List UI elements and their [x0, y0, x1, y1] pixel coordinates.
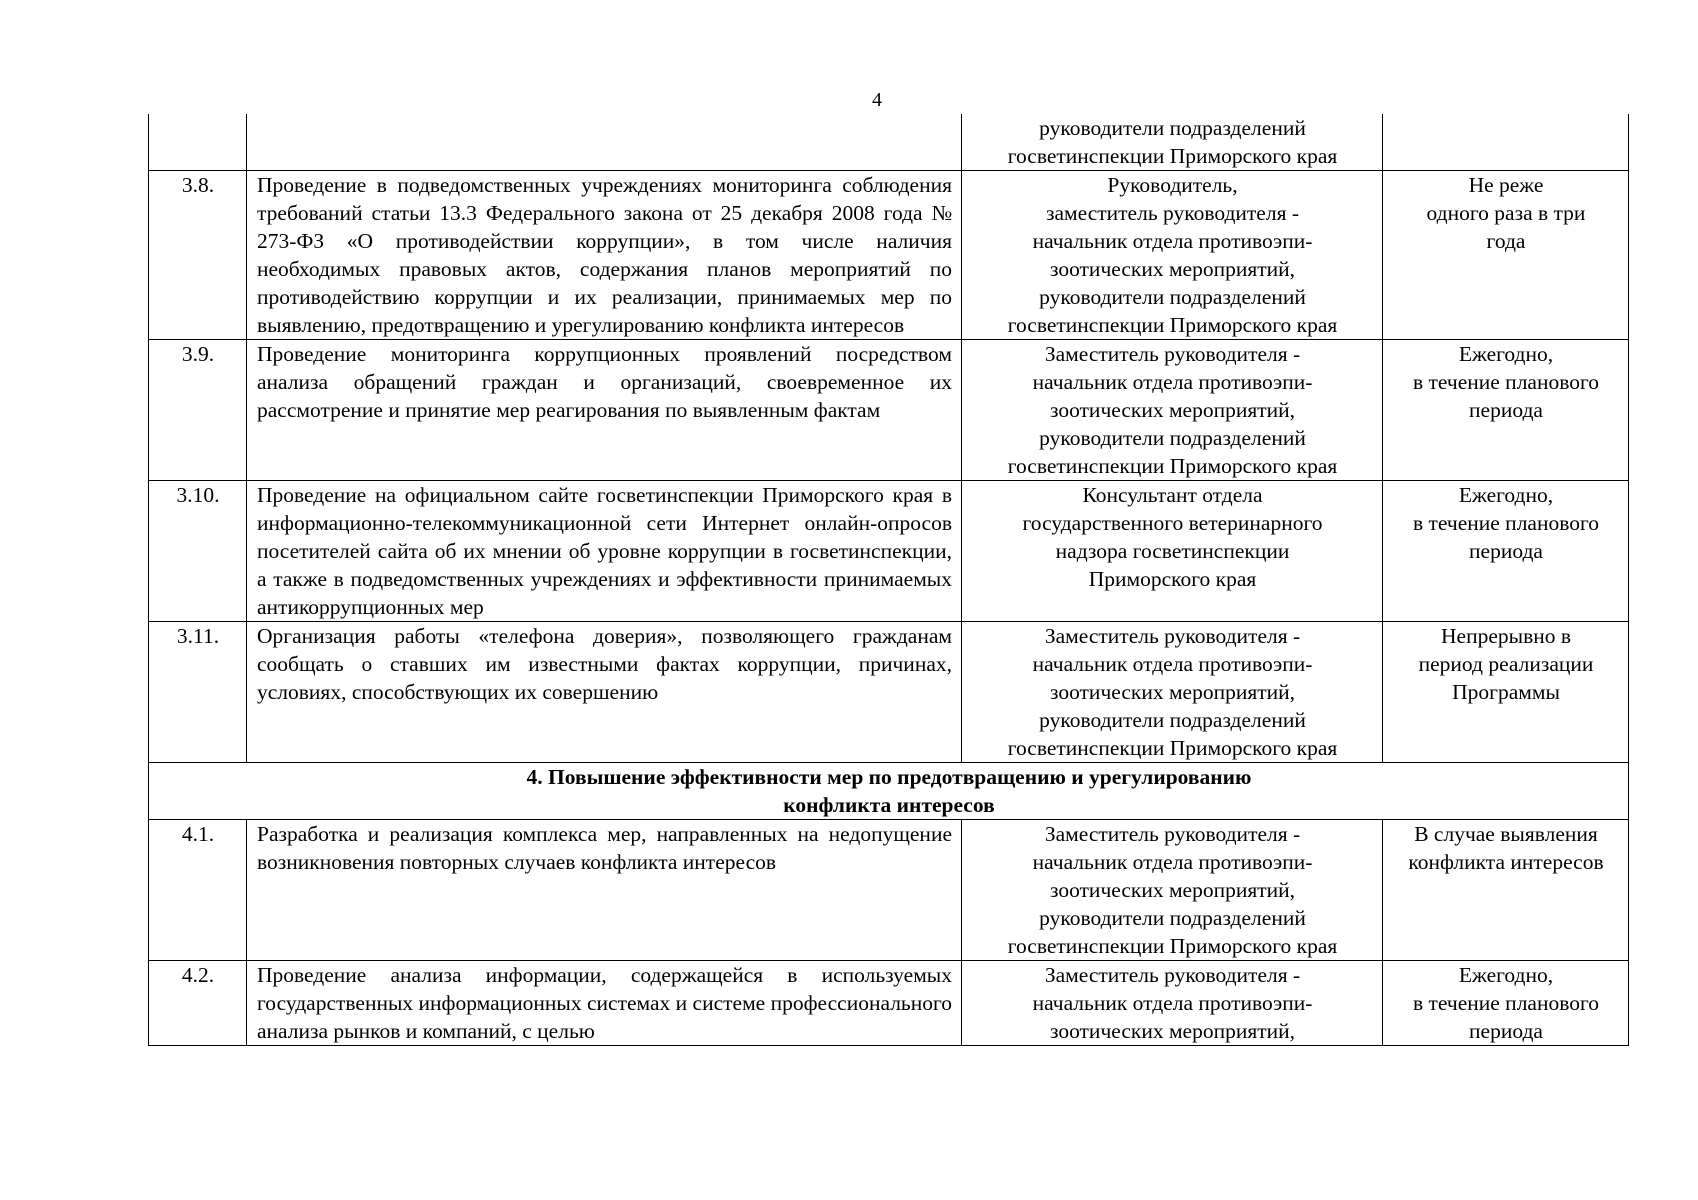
responsible-line: государственного ветеринарного: [1022, 511, 1323, 535]
section-title: [149, 763, 1629, 820]
responsible-line: надзора госветинспекции: [1055, 539, 1290, 563]
responsible-cell: [962, 622, 1383, 763]
responsible-cell: [962, 114, 1383, 171]
term-cell: [1383, 114, 1629, 171]
responsible-line: госветинспекции Приморского края: [1007, 144, 1338, 168]
activity-cell: [247, 114, 962, 171]
responsible-line: госветинспекции Приморского края: [1007, 934, 1338, 958]
row-number: 3.11.: [149, 622, 247, 763]
table-row: [149, 340, 1629, 481]
responsible-cell: [962, 481, 1383, 622]
responsible-line: Заместитель руководителя -: [1044, 624, 1301, 648]
responsible-line: начальник отдела противоэпи-: [1032, 850, 1313, 874]
table-row: [149, 114, 1629, 171]
term-line: Ежегодно,: [1458, 342, 1554, 366]
term-cell: [1383, 961, 1629, 1046]
row-number: 3.10.: [149, 481, 247, 622]
row-number: 3.9.: [149, 340, 247, 481]
responsible-line: Заместитель руководителя -: [1044, 342, 1301, 366]
responsible-line: начальник отдела противоэпи-: [1032, 370, 1313, 394]
section-title-line: конфликта интересов: [783, 793, 995, 817]
term-line: конфликта интересов: [1408, 850, 1604, 874]
table-row: [149, 622, 1629, 763]
table-row: [149, 171, 1629, 340]
responsible-line: Заместитель руководителя -: [1044, 963, 1301, 987]
term-line: период реализации: [1418, 652, 1594, 676]
action-plan-table: [148, 114, 1629, 1046]
term-line: периода: [1469, 539, 1543, 563]
responsible-line: госветинспекции Приморского края: [1007, 736, 1338, 760]
term-line: в течение планового: [1412, 511, 1600, 535]
activity-cell: Проведение на официальном сайте госветинспекции Приморского края в информационно-телекоммуникационной сети Интернет онлайн-опросов посетителей сайта об их мнении об уровне коррупции в госветинспекции, а также в подведомственных учреждениях и эффективности принимаемых антикоррупционных мер: [247, 481, 962, 622]
responsible-cell: [962, 961, 1383, 1046]
responsible-line: начальник отдела противоэпи-: [1032, 229, 1313, 253]
responsible-line: Приморского края: [1088, 567, 1257, 591]
term-line: периода: [1469, 1019, 1543, 1043]
responsible-line: госветинспекции Приморского края: [1007, 454, 1338, 478]
table-row: [149, 481, 1629, 622]
responsible-cell: [962, 171, 1383, 340]
responsible-line: руководители подразделений: [1039, 116, 1306, 140]
term-line: Ежегодно,: [1458, 483, 1554, 507]
term-line: Непрерывно в: [1441, 624, 1571, 648]
table-row: [149, 820, 1629, 961]
term-line: периода: [1469, 398, 1543, 422]
responsible-line: Консультант отдела: [1082, 483, 1263, 507]
section-header-row: [149, 763, 1629, 820]
responsible-cell: [962, 340, 1383, 481]
activity-cell: Проведение в подведомственных учреждениях мониторинга соблюдения требований статьи 13.3 Федерального закона от 25 декабря 2008 года № 273-ФЗ «О противодействии коррупции», в том числе наличия необходимых правовых актов, содержания планов мероприятий по противодействию коррупции и их реализации, принимаемых мер по выявлению, предотвращению и урегулированию конфликта интересов: [247, 171, 962, 340]
responsible-cell: [962, 820, 1383, 961]
responsible-line: зоотических мероприятий,: [1049, 257, 1296, 281]
responsible-line: руководители подразделений: [1039, 426, 1306, 450]
term-line: года: [1486, 229, 1526, 253]
responsible-line: начальник отдела противоэпи-: [1032, 652, 1313, 676]
responsible-line: зоотических мероприятий,: [1049, 878, 1296, 902]
responsible-line: зоотических мероприятий,: [1049, 398, 1296, 422]
responsible-line: госветинспекции Приморского края: [1007, 313, 1338, 337]
table-row: [149, 961, 1629, 1046]
term-line: в течение планового: [1412, 370, 1600, 394]
section-title-line: 4. Повышение эффективности мер по предотвращению и урегулированию: [526, 765, 1252, 789]
responsible-line: руководители подразделений: [1039, 708, 1306, 732]
activity-cell: Проведение анализа информации, содержащейся в используемых государственных информационных системах и системе профессионального анализа рынков и компаний, с целью: [247, 961, 962, 1046]
responsible-line: зоотических мероприятий,: [1049, 680, 1296, 704]
responsible-line: Заместитель руководителя -: [1044, 822, 1301, 846]
term-line: Ежегодно,: [1458, 963, 1554, 987]
term-line: в течение планового: [1412, 991, 1600, 1015]
page-number: 4: [872, 89, 882, 111]
responsible-line: Руководитель,: [1107, 173, 1238, 197]
responsible-line: начальник отдела противоэпи-: [1032, 991, 1313, 1015]
activity-cell: Проведение мониторинга коррупционных проявлений посредством анализа обращений граждан и организаций, своевременное их рассмотрение и принятие мер реагирования по выявленным фактам: [247, 340, 962, 481]
term-line: Программы: [1452, 680, 1560, 704]
responsible-line: зоотических мероприятий,: [1049, 1019, 1296, 1043]
responsible-line: руководители подразделений: [1039, 906, 1306, 930]
row-number: [149, 114, 247, 171]
term-cell: [1383, 340, 1629, 481]
activity-cell: Разработка и реализация комплекса мер, направленных на недопущение возникновения повторных случаев конфликта интересов: [247, 820, 962, 961]
row-number: 3.8.: [149, 171, 247, 340]
term-line: одного раза в три: [1426, 201, 1586, 225]
responsible-line: руководители подразделений: [1039, 285, 1306, 309]
activity-cell: Организация работы «телефона доверия», позволяющего гражданам сообщать о ставших им известными фактах коррупции, причинах, условиях, способствующих их совершению: [247, 622, 962, 763]
term-cell: [1383, 622, 1629, 763]
term-line: Не реже: [1468, 173, 1544, 197]
term-cell: [1383, 481, 1629, 622]
row-number: 4.1.: [149, 820, 247, 961]
term-line: В случае выявления: [1414, 822, 1598, 846]
term-cell: [1383, 171, 1629, 340]
term-cell: [1383, 820, 1629, 961]
responsible-line: заместитель руководителя -: [1045, 201, 1299, 225]
row-number: 4.2.: [149, 961, 247, 1046]
